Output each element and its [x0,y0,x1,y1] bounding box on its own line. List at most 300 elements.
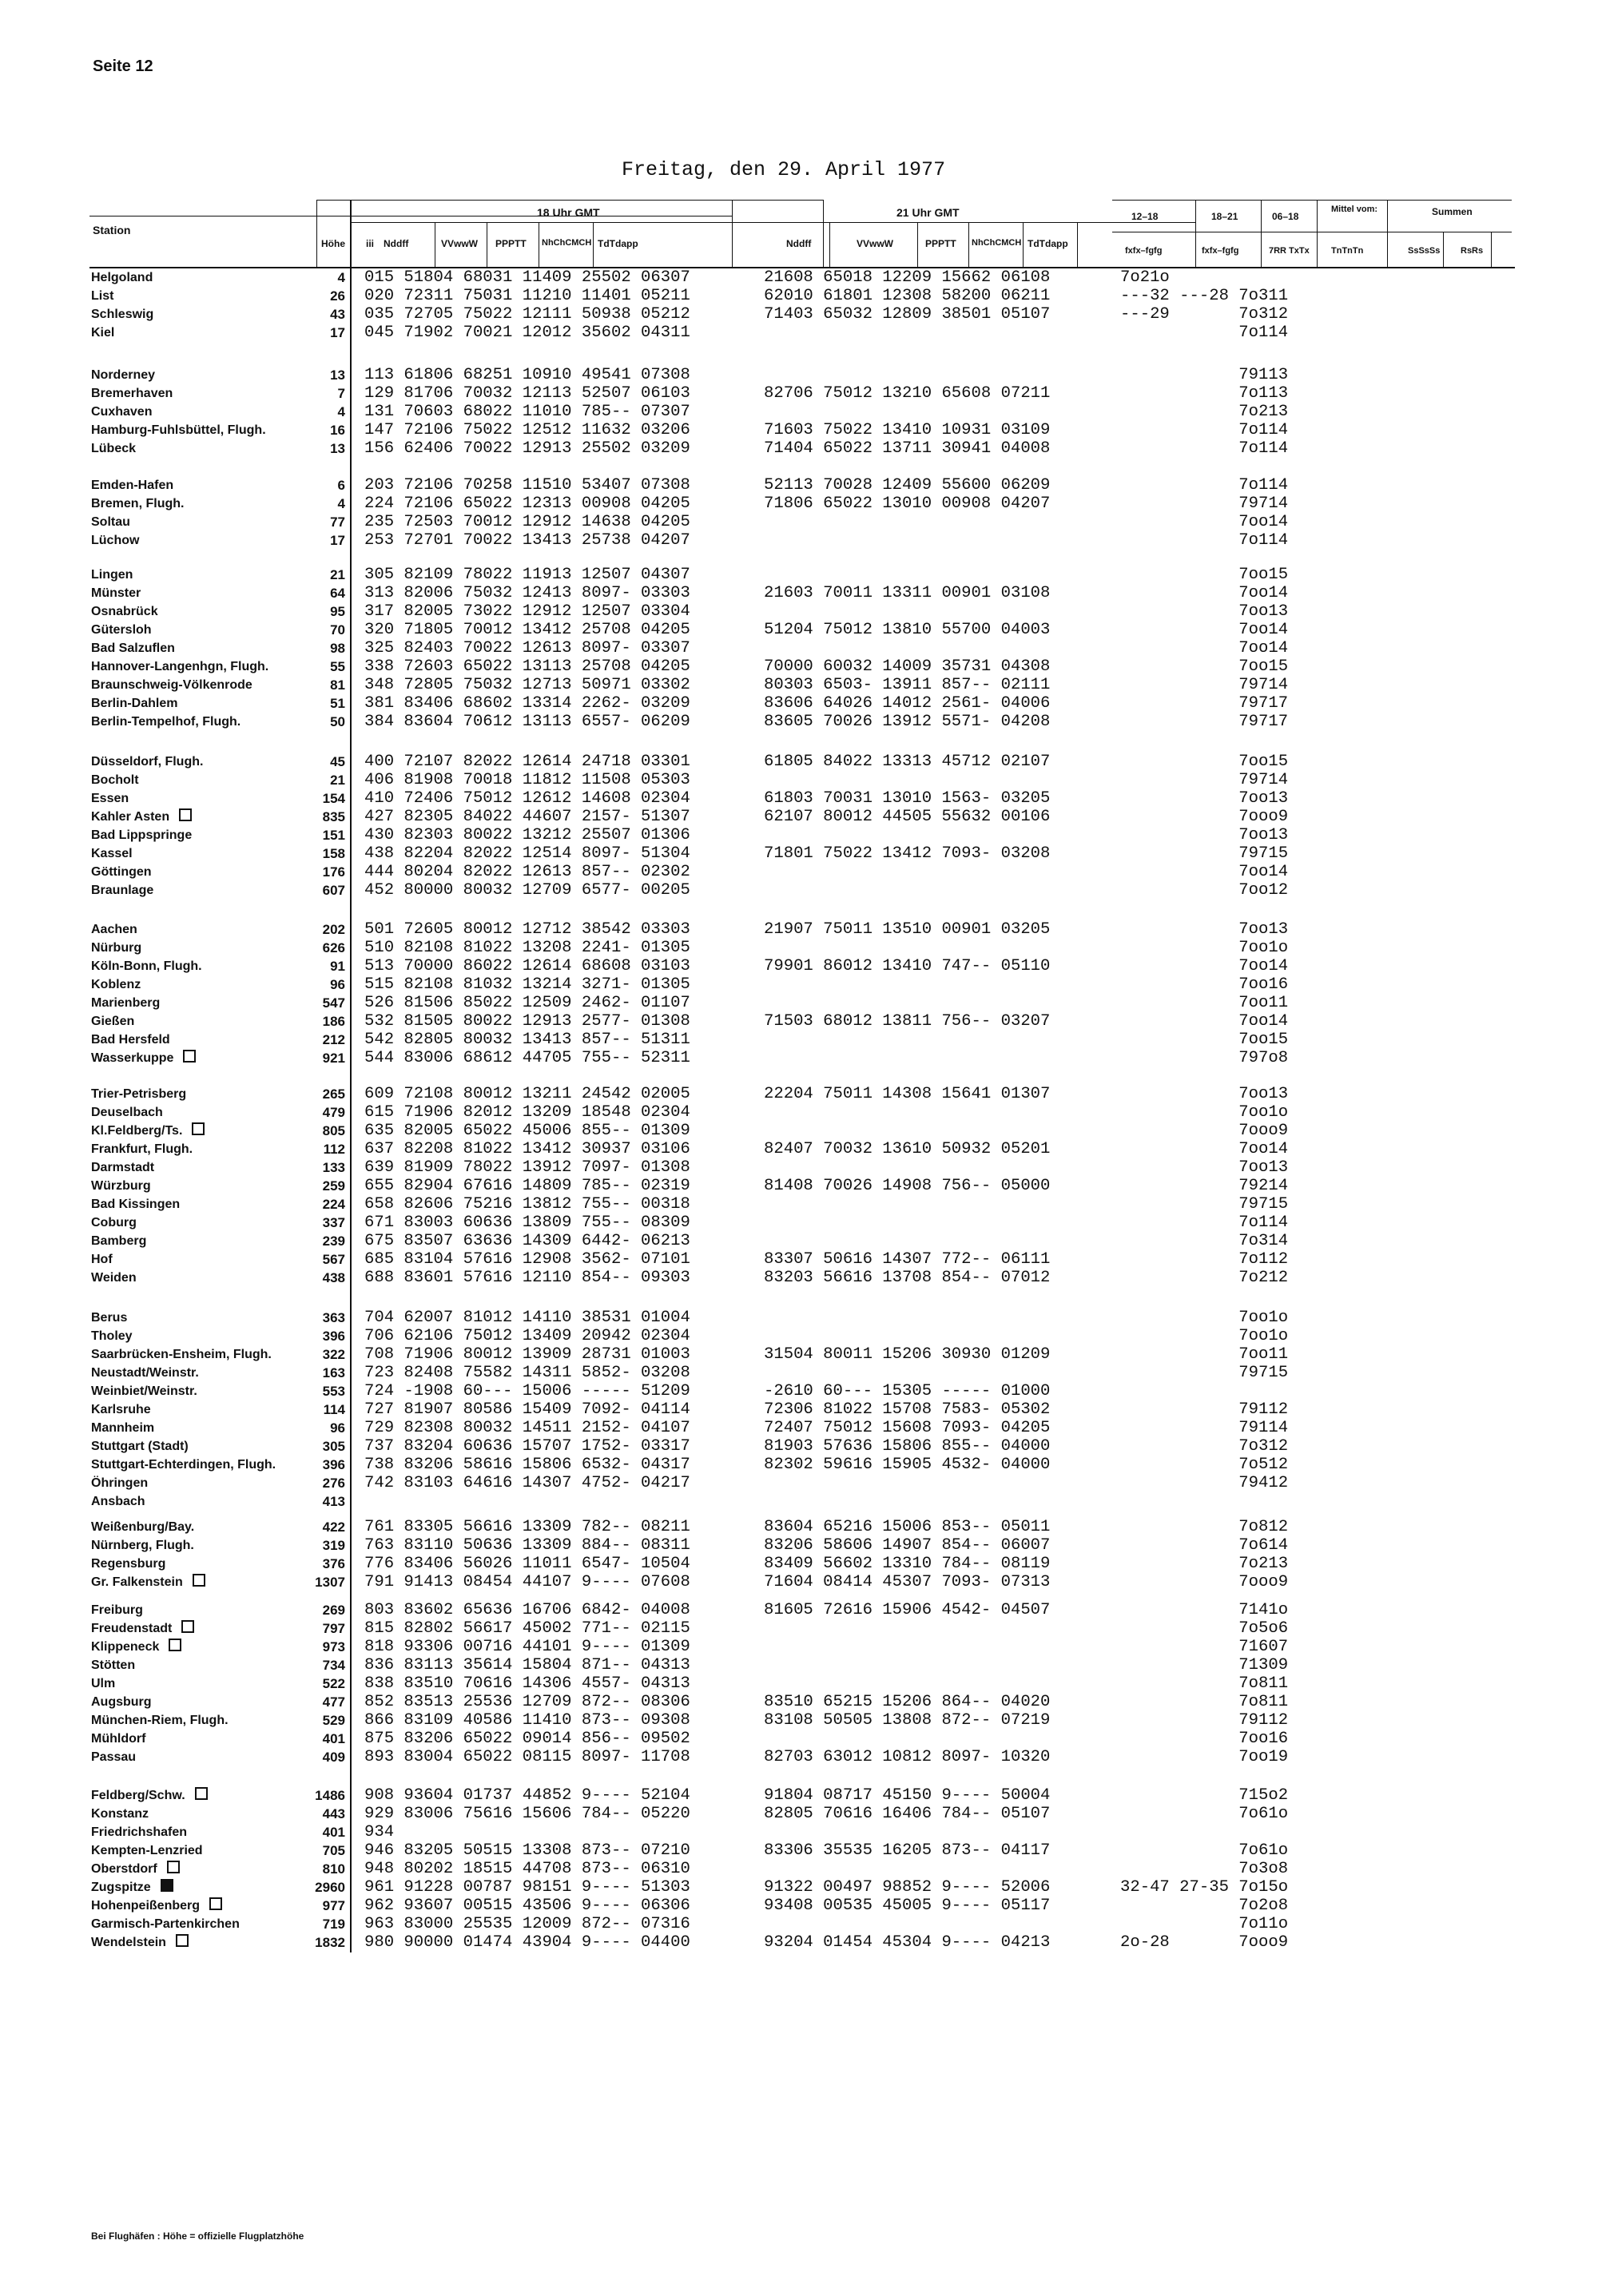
station-name: Kiel [91,326,115,340]
table-row [0,975,1598,994]
extremes: 79113 [1120,366,1289,384]
obs-21-utc: 62010 61801 12308 58200 06211 [764,287,1051,305]
obs-18-utc: 738 83206 58616 15806 6532- 04317 [364,1456,690,1474]
station-name: Hof [91,1253,113,1266]
station-elevation: 810 [322,1861,345,1877]
obs-21-utc: 62107 80012 44505 55632 00106 [764,808,1051,826]
station-name: Koblenz [91,978,141,991]
table-row [0,439,1598,458]
obs-21-utc: 83203 56616 13708 854-- 07012 [764,1269,1051,1287]
table-row [0,1805,1598,1823]
table-row [0,566,1598,584]
extremes: 7oo15 [1120,566,1289,584]
obs-18-utc: 893 83004 65022 08115 8097- 11708 [364,1748,690,1766]
extremes: 7o811 [1120,1674,1289,1693]
extremes: 7oo13 [1120,1085,1289,1103]
table-row [0,495,1598,513]
table-row [0,713,1598,731]
obs-18-utc: 532 81505 80022 12913 2577- 01308 [364,1012,690,1031]
col-18-dewpoint: TdTdapp [598,238,638,249]
obs-18-utc: 156 62406 70022 12913 25502 03209 [364,439,690,458]
station-name: Deuselbach [91,1106,163,1119]
col-21-ppptt: PPPTT [925,238,956,249]
extremes: 7oo14 [1120,1140,1289,1158]
station-name: Mühldorf [91,1732,146,1746]
obs-21-utc: 93408 00535 45005 9---- 05117 [764,1897,1051,1915]
obs-18-utc: 706 62106 75012 13409 20942 02304 [364,1327,690,1345]
table-row [0,1748,1598,1766]
station-name: Wasserkuppe [91,1051,174,1065]
station-name: Gr. Falkenstein [91,1575,183,1589]
obs-18-utc: 961 91228 00787 98151 9---- 51303 [364,1878,690,1897]
obs-18-utc: 381 83406 68602 13314 2262- 03209 [364,694,690,713]
sunshine-header: SsSsSs [1408,246,1441,256]
extremes: 79412 [1120,1474,1289,1492]
station-elevation: 401 [322,1825,345,1840]
obs-18-utc: 320 71805 70012 13412 25708 04205 [364,621,690,639]
station-elevation: 553 [322,1384,345,1399]
extremes: 7o3o8 [1120,1860,1289,1878]
obs-18-utc: 908 93604 01737 44852 9---- 52104 [364,1786,690,1805]
station-elevation: 51 [330,696,345,711]
extremes: 7oo12 [1120,881,1289,900]
col-18-clouds: NhChCMCH [542,238,592,248]
station-name: Feldberg/Schw. [91,1789,185,1802]
station-elevation: 133 [322,1160,345,1175]
col-18-ppptt: PPPTT [495,238,527,249]
table-row [0,1933,1598,1952]
obs-18-utc: 836 83113 35614 15804 871-- 04313 [364,1656,690,1674]
station-name: Emden-Hafen [91,479,174,492]
station-name: Weißenburg/Bay. [91,1520,195,1534]
station-elevation: 158 [322,846,345,861]
station-name: Bad Kissingen [91,1198,181,1211]
table-row [0,694,1598,713]
col-21-nddff: Nddff [786,238,812,249]
obs-21-utc: 31504 80011 15206 30930 01209 [764,1345,1051,1364]
station-elevation: 154 [322,791,345,806]
open-square-icon [183,1050,196,1063]
obs-18-utc: 866 83109 40586 11410 873-- 09308 [364,1711,690,1730]
station-elevation: 2960 [315,1880,345,1895]
table-row [0,513,1598,531]
station-elevation: 17 [330,533,345,548]
table-row [0,1897,1598,1915]
station-elevation: 70 [330,622,345,638]
station-name: Stuttgart (Stadt) [91,1440,189,1453]
obs-21-utc: 71404 65022 13711 30941 04008 [764,439,1051,458]
obs-21-utc: 51204 75012 13810 55700 04003 [764,621,1051,639]
station-name: Hohenpeißenberg [91,1899,201,1913]
station-name: Zugspitze [91,1881,151,1894]
station-name: Ansbach [91,1495,145,1508]
table-header [89,200,1515,268]
station-elevation: 835 [322,809,345,824]
table-row [0,957,1598,975]
station-elevation: 305 [322,1439,345,1454]
station-elevation: 626 [322,940,345,955]
station-name: Cuxhaven [91,405,153,419]
station-name: Osnabrück [91,605,158,618]
station-elevation: 7 [337,386,345,401]
obs-18-utc: 688 83601 57616 12110 854-- 09303 [364,1269,690,1287]
station-name: List [91,289,114,303]
table-row [0,384,1598,403]
obs-21-utc: 91322 00497 98852 9---- 52006 [764,1878,1051,1897]
station-name: Neustadt/Weinstr. [91,1366,199,1380]
table-row [0,920,1598,939]
extremes: 79714 [1120,495,1289,513]
station-name: Bremerhaven [91,387,173,400]
mean-header: Mittel vom: [1330,205,1378,214]
obs-21-utc: 81605 72616 15906 4542- 04507 [764,1601,1051,1619]
extremes: 7oo14 [1120,1012,1289,1031]
station-elevation: 4 [337,404,345,419]
table-row [0,1122,1598,1140]
table-row [0,1012,1598,1031]
block-18-header: 18 Uhr GMT [537,206,600,219]
table-row [0,863,1598,881]
station-name: Saarbrücken-Ensheim, Flugh. [91,1348,272,1361]
station-name: Konstanz [91,1807,149,1821]
table-row [0,1823,1598,1841]
period-06-18: 06–18 [1272,211,1299,222]
station-name: Hamburg-Fuhlsbüttel, Flugh. [91,423,266,437]
period-18-21: 18–21 [1211,211,1238,222]
obs-18-utc: 427 82305 84022 44607 2157- 51307 [364,808,690,826]
table-row [0,1656,1598,1674]
table-row [0,1693,1598,1711]
station-elevation: 259 [322,1178,345,1194]
obs-18-utc: 253 72701 70022 13413 25738 04207 [364,531,690,550]
obs-18-utc: 791 91413 08454 44107 9---- 07608 [364,1573,690,1591]
extremes: 32-47 27-35 7o15o [1120,1878,1289,1897]
obs-18-utc: 325 82403 70022 12613 8097- 03307 [364,639,690,657]
obs-18-utc: 875 83206 65022 09014 856-- 09502 [364,1730,690,1748]
station-elevation: 396 [322,1329,345,1344]
station-name: Weiden [91,1271,137,1285]
obs-18-utc: 348 72805 75032 12713 50971 03302 [364,676,690,694]
obs-18-utc: 635 82005 65022 45006 855-- 01309 [364,1122,690,1140]
station-elevation: 269 [322,1603,345,1618]
station-elevation: 363 [322,1310,345,1325]
extremes: 79112 [1120,1400,1289,1419]
obs-18-utc: 384 83604 70612 13113 6557- 06209 [364,713,690,731]
obs-18-utc: 313 82006 75032 12413 8097- 03303 [364,584,690,602]
station-elevation: 21 [330,567,345,582]
extremes: 7ooo9 [1120,1122,1289,1140]
extremes: 7oo13 [1120,920,1289,939]
station-elevation: 422 [322,1519,345,1535]
table-row [0,771,1598,789]
obs-21-utc: 83108 50505 13808 872-- 07219 [764,1711,1051,1730]
obs-21-utc: 71603 75022 13410 10931 03109 [764,421,1051,439]
station-name: Lingen [91,568,133,582]
station-name: Schleswig [91,308,154,321]
station-name: Berus [91,1311,128,1325]
obs-18-utc: 815 82802 56617 45002 771-- 02115 [364,1619,690,1638]
obs-21-utc: 52113 70028 12409 55600 06209 [764,476,1051,495]
station-elevation: 151 [322,828,345,843]
table-row [0,287,1598,305]
obs-21-utc: 21907 75011 13510 00901 03205 [764,920,1051,939]
obs-18-utc: 704 62007 81012 14110 38531 01004 [364,1309,690,1327]
station-name: Mannheim [91,1421,155,1435]
max-temp-header: 7RR TxTx [1269,246,1310,256]
table-row [0,1638,1598,1656]
extremes: 7o811 [1120,1693,1289,1711]
open-square-icon [209,1897,222,1910]
extremes: 79717 [1120,694,1289,713]
station-name: Bad Salzuflen [91,642,175,655]
obs-18-utc: 708 71906 80012 13909 28731 01003 [364,1345,690,1364]
station-elevation: 797 [322,1621,345,1636]
station-elevation: 734 [322,1658,345,1673]
table-row [0,1309,1598,1327]
obs-18-utc: 224 72106 65022 12313 00908 04205 [364,495,690,513]
table-row [0,1619,1598,1638]
table-row [0,1364,1598,1382]
obs-18-utc: 929 83006 75616 15606 784-- 05220 [364,1805,690,1823]
station-name: Köln-Bonn, Flugh. [91,959,202,973]
obs-21-utc: 82703 63012 10812 8097- 10320 [764,1748,1051,1766]
obs-21-utc: 79901 86012 13410 747-- 05110 [764,957,1051,975]
extremes: 7oo13 [1120,826,1289,844]
station-elevation: 43 [330,307,345,322]
table-row [0,1140,1598,1158]
station-name: Bad Lippspringe [91,828,193,842]
station-name: Nürnberg, Flugh. [91,1539,194,1552]
station-elevation: 401 [322,1731,345,1746]
station-name: Kahler Asten [91,810,170,824]
extremes: 7o61o [1120,1841,1289,1860]
rain-header: RsRs [1461,246,1484,256]
table-row [0,1573,1598,1591]
table-row [0,1158,1598,1177]
station-name: Karlsruhe [91,1403,151,1416]
obs-21-utc: 83307 50616 14307 772-- 06111 [764,1250,1051,1269]
obs-18-utc: 729 82308 80032 14511 2152- 04107 [364,1419,690,1437]
page-number: Seite 12 [93,58,153,75]
iii-header: iii [366,238,375,249]
obs-18-utc: 400 72107 82022 12614 24718 03301 [364,753,690,771]
station-elevation: 337 [322,1215,345,1230]
extremes: 7o114 [1120,1214,1289,1232]
obs-18-utc: 980 90000 01474 43904 9---- 04400 [364,1933,690,1952]
obs-18-utc: 338 72603 65022 13113 25708 04205 [364,657,690,676]
table-row [0,1214,1598,1232]
station-elevation: 4 [337,496,345,511]
station-elevation: 413 [322,1494,345,1509]
station-elevation: 477 [322,1694,345,1710]
obs-21-utc: -2610 60--- 15305 ----- 01000 [764,1382,1051,1400]
station-name: Kassel [91,847,133,860]
station-name: Soltau [91,515,130,529]
obs-18-utc: 655 82904 67616 14809 785-- 02319 [364,1177,690,1195]
table-row [0,403,1598,421]
table-row [0,1841,1598,1860]
station-name: München-Riem, Flugh. [91,1714,229,1727]
obs-18-utc: 113 61806 68251 10910 49541 07308 [364,366,690,384]
station-elevation: 973 [322,1639,345,1654]
obs-21-utc: 71801 75022 13412 7093- 03208 [764,844,1051,863]
extremes: 7oo1o [1120,939,1289,957]
extremes: 7o113 [1120,384,1289,403]
table-row [0,1269,1598,1287]
obs-21-utc: 21608 65018 12209 15662 06108 [764,268,1051,287]
station-elevation: 17 [330,325,345,340]
station-elevation: 265 [322,1086,345,1102]
station-name: Hannover-Langenhgn, Flugh. [91,660,269,673]
station-elevation: 547 [322,995,345,1011]
station-name: Klippeneck [91,1640,160,1654]
table-row [0,324,1598,342]
extremes: 797o8 [1120,1049,1289,1067]
table-row [0,305,1598,324]
obs-21-utc: 83605 70026 13912 5571- 04208 [764,713,1051,731]
table-row [0,639,1598,657]
obs-18-utc: 542 82805 80032 13413 857-- 51311 [364,1031,690,1049]
station-elevation: 96 [330,1420,345,1436]
station-name: Bremen, Flugh. [91,497,185,510]
extremes: 7o213 [1120,403,1289,421]
table-row [0,808,1598,826]
extremes: 7ooo9 [1120,1573,1289,1591]
table-row [0,676,1598,694]
station-elevation: 719 [322,1917,345,1932]
table-row [0,1474,1598,1492]
obs-21-utc: 72407 75012 15608 7093- 04205 [764,1419,1051,1437]
table-row [0,1860,1598,1878]
open-square-icon [176,1934,189,1947]
table-row [0,1419,1598,1437]
station-name: Oberstdorf [91,1862,157,1876]
sums-header: Summen [1432,206,1473,217]
obs-21-utc: 22204 75011 14308 15641 01307 [764,1085,1051,1103]
station-name: Nürburg [91,941,142,955]
station-name: Öhringen [91,1476,149,1490]
extremes: 7o114 [1120,439,1289,458]
obs-18-utc: 658 82606 75216 13812 755-- 00318 [364,1195,690,1214]
obs-18-utc: 763 83110 50636 13309 884-- 08311 [364,1536,690,1555]
station-name: Würzburg [91,1179,151,1193]
station-name: Lübeck [91,442,137,455]
extremes: 7ooo9 [1120,808,1289,826]
obs-21-utc: 21603 70011 13311 00901 03108 [764,584,1051,602]
extremes: 7oo14 [1120,639,1289,657]
extremes: 79114 [1120,1419,1289,1437]
table-row [0,1250,1598,1269]
obs-21-utc: 70000 60032 14009 35731 04308 [764,657,1051,676]
obs-21-utc: 71503 68012 13811 756-- 03207 [764,1012,1051,1031]
station-elevation: 212 [322,1032,345,1047]
obs-21-utc: 83206 58606 14907 854-- 06007 [764,1536,1051,1555]
station-name: Braunschweig-Völkenrode [91,678,252,692]
table-row [0,1382,1598,1400]
station-name: Weinbiet/Weinstr. [91,1384,197,1398]
station-name: Aachen [91,923,137,936]
table-row [0,1177,1598,1195]
obs-21-utc: 61803 70031 13010 1563- 03205 [764,789,1051,808]
station-elevation: 16 [330,423,345,438]
extremes: ---32 ---28 7o311 [1120,287,1289,305]
table-row [0,753,1598,771]
extremes: 7o512 [1120,1456,1289,1474]
station-name: Ulm [91,1677,116,1690]
extremes: 7oo16 [1120,1730,1289,1748]
station-name: Trier-Petrisberg [91,1087,187,1101]
extremes: 7o213 [1120,1555,1289,1573]
extremes: 7oo16 [1120,975,1289,994]
obs-18-utc: 015 51804 68031 11409 25502 06307 [364,268,690,287]
table-row [0,1103,1598,1122]
extremes: 7oo14 [1120,513,1289,531]
table-row [0,1786,1598,1805]
obs-18-utc: 671 83003 60636 13809 755-- 08309 [364,1214,690,1232]
station-name: Stuttgart-Echterdingen, Flugh. [91,1458,276,1472]
obs-18-utc: 852 83513 25536 12709 872-- 08306 [364,1693,690,1711]
extremes: 7oo1o [1120,1327,1289,1345]
open-square-icon [181,1620,194,1633]
obs-18-utc: 803 83602 65636 16706 6842- 04008 [364,1601,690,1619]
station-name: Essen [91,792,129,805]
extremes: 7o614 [1120,1536,1289,1555]
extremes: 79214 [1120,1177,1289,1195]
station-elevation: 276 [322,1476,345,1491]
obs-18-utc: 131 70603 68022 11010 785-- 07307 [364,403,690,421]
extremes: 7o5o6 [1120,1619,1289,1638]
station-name: Passau [91,1750,137,1764]
open-square-icon [195,1787,208,1800]
extremes: 7oo11 [1120,994,1289,1012]
table-row [0,366,1598,384]
station-elevation: 438 [322,1270,345,1285]
open-square-icon [169,1639,181,1651]
col-21-clouds: NhChCMCH [972,238,1022,248]
table-row [0,1085,1598,1103]
obs-21-utc: 82805 70616 16406 784-- 05107 [764,1805,1051,1823]
obs-18-utc: 410 72406 75012 12612 14608 02304 [364,789,690,808]
obs-18-utc: 818 93306 00716 44101 9---- 01309 [364,1638,690,1656]
obs-18-utc: 045 71902 70021 12012 35602 04311 [364,324,690,342]
station-name: Braunlage [91,884,154,897]
open-square-icon [167,1861,180,1873]
station-name: Bamberg [91,1234,147,1248]
extremes: 79715 [1120,1364,1289,1382]
extremes: 71607 [1120,1638,1289,1656]
station-elevation: 319 [322,1538,345,1553]
station-name: Tholey [91,1329,133,1343]
obs-18-utc: 609 72108 80012 13211 24542 02005 [364,1085,690,1103]
extremes: 7o114 [1120,421,1289,439]
station-elevation: 376 [322,1556,345,1571]
station-name: Lüchow [91,534,140,547]
extremes: 7oo11 [1120,1345,1289,1364]
table-row [0,1456,1598,1474]
extremes: 7o21o [1120,268,1170,287]
extremes: 71309 [1120,1656,1289,1674]
obs-18-utc: 513 70000 86022 12614 68608 03103 [364,957,690,975]
extremes: 7oo14 [1120,621,1289,639]
extremes: ---29 7o312 [1120,305,1289,324]
table-row [0,1327,1598,1345]
obs-21-utc: 83604 65216 15006 853-- 05011 [764,1518,1051,1536]
extremes: 7o114 [1120,531,1289,550]
extremes: 715o2 [1120,1786,1289,1805]
obs-18-utc: 526 81506 85022 12509 2462- 01107 [364,994,690,1012]
extremes: 7o212 [1120,1269,1289,1287]
station-elevation: 21 [330,773,345,788]
